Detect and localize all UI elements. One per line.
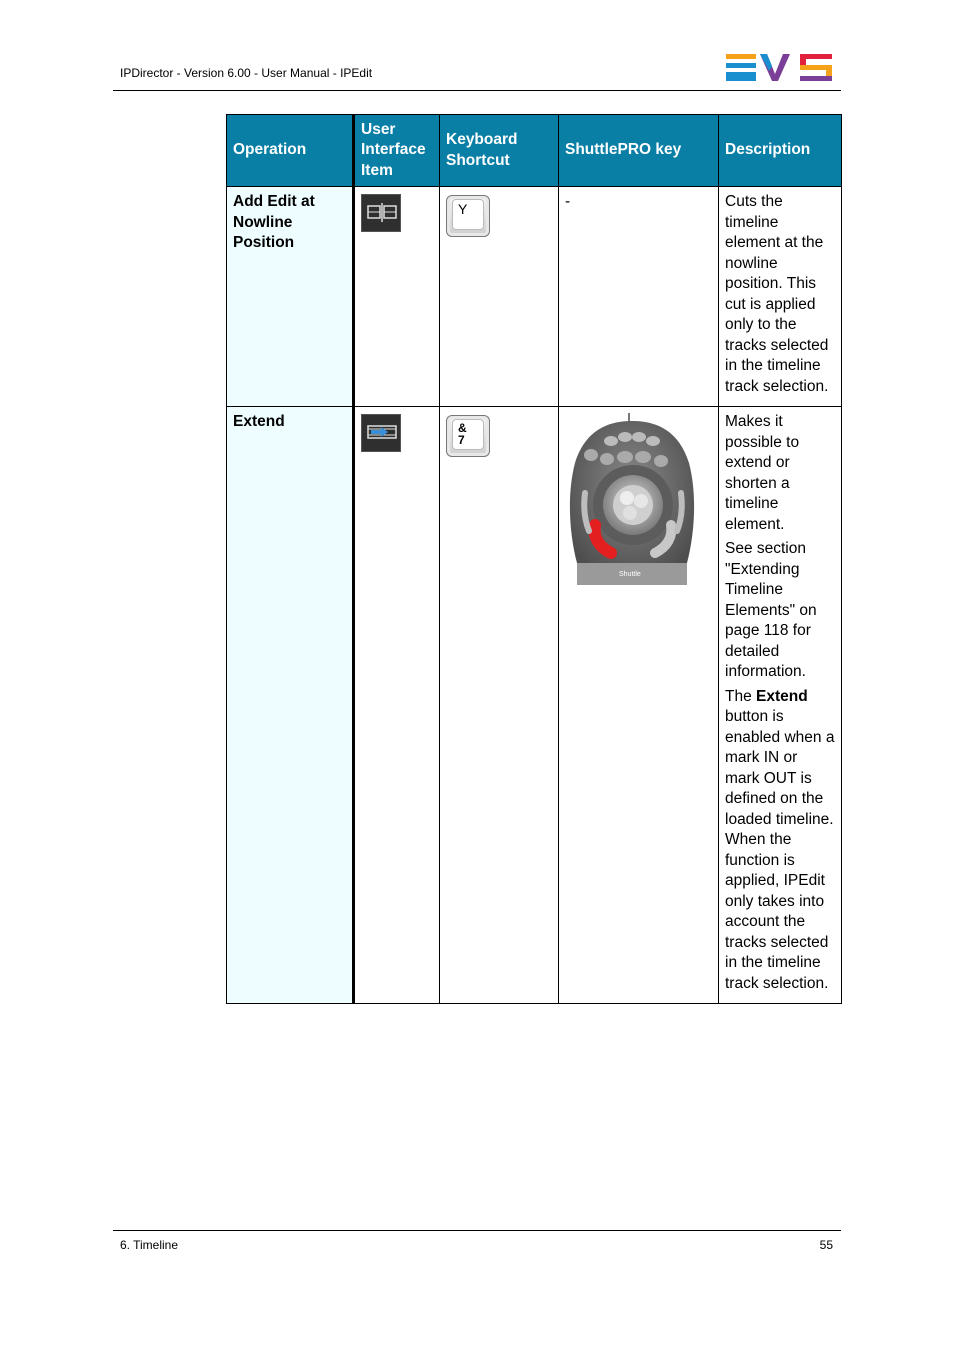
ui-item-cell — [354, 187, 440, 407]
column-header-operation: Operation — [227, 115, 354, 187]
evs-logo — [726, 54, 834, 87]
footer-rule — [113, 1230, 841, 1231]
description-cell — [719, 407, 842, 1004]
keyboard-key-7 — [446, 415, 490, 457]
ui-item-cell — [354, 407, 440, 1004]
header-title: IPDirector - Version 6.00 - User Manual - IPEdit — [120, 66, 373, 80]
shuttle-brand-label: Shuttle — [619, 571, 641, 578]
description-text: Makes it possible to extend or shorten a timeline element. — [725, 413, 800, 533]
key-label-top: & — [458, 421, 467, 435]
description-cell — [719, 187, 842, 407]
key-label: Y — [452, 199, 484, 230]
description-text — [725, 687, 835, 995]
table-row — [227, 187, 842, 407]
description-cross-reference: See section "Extending Timeline Elements" on page 118 for detailed information. — [725, 540, 817, 680]
table-row — [227, 407, 842, 1004]
keyboard-shortcut-cell — [440, 407, 559, 1004]
page-number: 55 — [819, 1238, 833, 1252]
column-header-ui-item: User Interface Item — [354, 115, 440, 187]
column-header-keyboard-shortcut: Keyboard Shortcut — [440, 115, 559, 187]
shuttlepro-device-icon — [567, 413, 712, 592]
footer-section: 6. Timeline — [120, 1238, 179, 1252]
key-label-bottom: 7 — [458, 433, 465, 447]
add-edit-icon — [361, 194, 401, 232]
description-text-pre: The — [725, 687, 757, 705]
column-header-shuttlepro-key: ShuttlePRO key — [559, 115, 719, 187]
table-header-row — [227, 115, 842, 187]
keyboard-key-y — [446, 195, 490, 237]
operations-table — [226, 114, 842, 1004]
description-text: Cuts the timeline element at the nowline position. This cut is applied only to the tracks selected in the timeline track selection. — [725, 193, 829, 395]
extend-icon — [361, 414, 401, 452]
key-label — [452, 419, 484, 450]
description-bold-term: Extend — [756, 687, 808, 705]
operation-name: Add Edit at Nowline Position — [227, 187, 354, 407]
operation-name: Extend — [227, 407, 354, 1004]
column-header-description: Description — [719, 115, 842, 187]
shuttlepro-key-cell — [559, 407, 719, 1004]
shuttlepro-key-text: - — [559, 187, 719, 407]
header-rule — [113, 90, 841, 91]
description-text-post: button is enabled when a mark IN or mark OUT is defined on the loaded timeline. When the function is applied, IPEdit only takes into account the tracks selected in the timeline track selection. — [725, 708, 835, 992]
keyboard-shortcut-cell — [440, 187, 559, 407]
